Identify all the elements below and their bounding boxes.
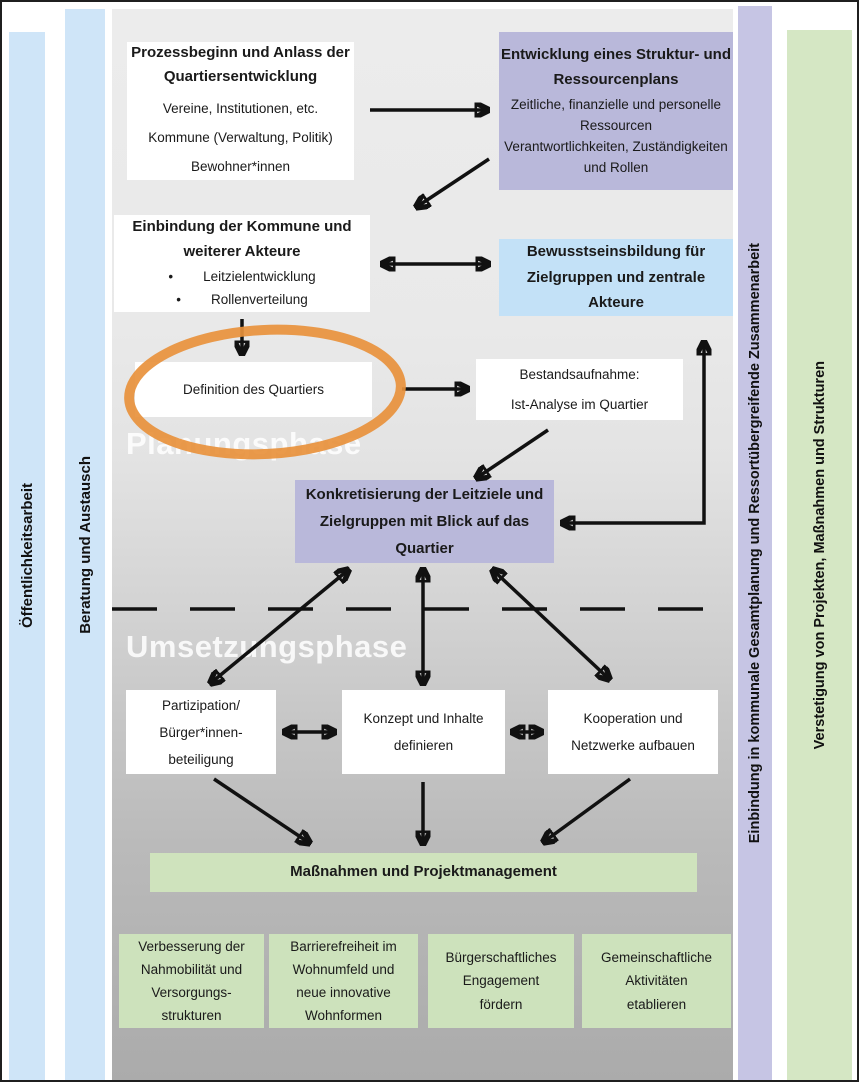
box-outcome-aktivitaeten xyxy=(582,934,731,1028)
box-body: Gemeinschaftliche Aktivitäten etablieren xyxy=(600,950,713,1012)
box-massnahmen-projektmanagement xyxy=(150,853,697,892)
box-title: Konkretisierung der Leitziele und Zielgruppen mit Blick auf das Quartier xyxy=(305,486,544,557)
box-outcome-nahmobilitaet xyxy=(119,934,264,1028)
box-partizipation xyxy=(126,690,276,774)
box-body: Konzept und Inhalte definieren xyxy=(363,711,484,753)
phase-label-umsetzungsphase: Umsetzungsphase xyxy=(126,629,408,664)
box-bewusstseinsbildung xyxy=(499,239,733,316)
box-label: Definition des Quartiers xyxy=(182,382,325,397)
sidebar-oeffentlichkeitsarbeit xyxy=(9,32,45,1080)
box-struktur-ressourcenplan xyxy=(499,32,733,190)
box-prozessbeginn xyxy=(127,42,354,180)
box-title: Prozessbeginn und Anlass der Quartiersentwicklung xyxy=(131,43,350,86)
box-einbindung-kommune xyxy=(114,215,370,312)
sidebar-einbindung-gesamtplanung xyxy=(738,6,772,1080)
box-konzept-inhalte xyxy=(342,690,505,774)
box-title: Einbindung der Kommune und weiterer Akteure xyxy=(132,218,352,260)
box-title: Entwicklung eines Struktur- und Ressourcenplans xyxy=(500,46,732,89)
box-outcome-engagement xyxy=(428,934,574,1028)
box-body: Partizipation/ Bürger*innen- beteiligung xyxy=(159,697,243,767)
box-body: Bestandsaufnahme: Ist-Analyse im Quartier xyxy=(510,366,649,412)
sidebar-verstetigung xyxy=(787,30,852,1080)
box-title: Bewusstseinsbildung für Zielgruppen und zentrale Akteure xyxy=(526,243,706,312)
sidebar-label: Beratung und Austausch xyxy=(76,455,94,634)
box-body: Kooperation und Netzwerke aufbauen xyxy=(571,711,695,753)
box-body: Bürgerschaftliches Engagement fördern xyxy=(445,950,557,1012)
box-outcome-barrierefreiheit xyxy=(269,934,418,1028)
box-body: Verbesserung der Nahmobilität und Versorgungs- strukturen xyxy=(138,938,245,1024)
box-title: Maßnahmen und Projektmanagement xyxy=(290,863,557,881)
phase-label-planungsphase: Planungsphase xyxy=(126,426,362,461)
box-bullet-list: • Leitzielentwicklung • Rollenverteilung xyxy=(168,265,315,312)
sidebar-label: Einbindung in kommunale Gesamtplanung und Ressortübergreifende Zusammenarbeit xyxy=(747,242,763,844)
box-body: Vereine, Institutionen, etc. Kommune (Verwaltung, Politik) Bewohner*innen xyxy=(148,101,333,175)
sidebar-label: Verstetigung von Projekten, Maßnahmen und Strukturen xyxy=(811,360,828,750)
box-konkretisierung-leitziele xyxy=(295,480,554,563)
box-body: Barrierefreiheit im Wohnumfeld und neue innovative Wohnformen xyxy=(290,938,397,1024)
sidebar-beratung-und-austausch xyxy=(65,9,105,1080)
sidebar-label: Öffentlichkeitsarbeit xyxy=(18,483,36,629)
box-kooperation-netzwerke xyxy=(548,690,718,774)
box-bestandsaufnahme xyxy=(476,359,683,420)
box-definition-des-quartiers xyxy=(135,362,372,417)
box-body: Zeitliche, finanzielle und personelle Ressourcen Verantwortlichkeiten, Zuständigkeiten und Rollen xyxy=(504,96,728,175)
